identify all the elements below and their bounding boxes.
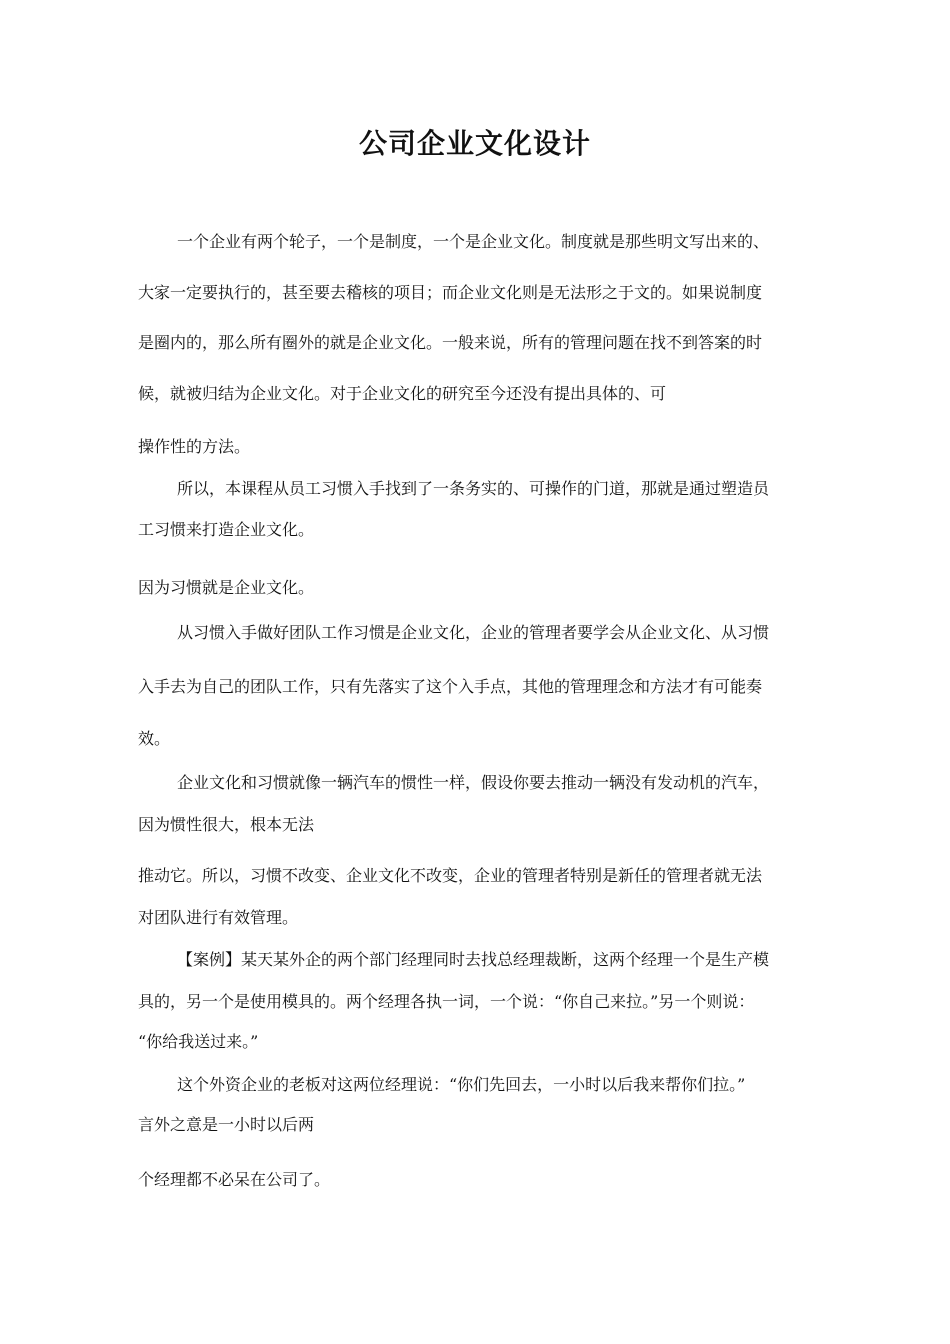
paragraph-line: 是圈内的，那么所有圈外的就是企业文化。一般来说，所有的管理问题在找不到答案的时 (138, 333, 763, 352)
paragraph-line: 候，就被归结为企业文化。对于企业文化的研究至今还没有提出具体的、可 (138, 384, 667, 403)
paragraph-line: “你给我送过来。” (138, 1032, 259, 1051)
paragraph-line: 这个外资企业的老板对这两位经理说：“你们先回去，一小时以后我来帮你们拉。” (177, 1075, 746, 1094)
paragraph-line: 因为惯性很大，根本无法 (138, 815, 315, 834)
paragraph-line: 效。 (138, 729, 171, 748)
paragraph-line: 工习惯来打造企业文化。 (138, 520, 315, 539)
paragraph-line: 对团队进行有效管理。 (138, 908, 299, 927)
paragraph-line: 言外之意是一小时以后两 (138, 1115, 315, 1134)
paragraph-line: 一个企业有两个轮子，一个是制度，一个是企业文化。制度就是那些明文写出来的、 (177, 232, 770, 251)
paragraph-line: 操作性的方法。 (138, 437, 251, 456)
paragraph-line: 因为习惯就是企业文化。 (138, 578, 315, 597)
paragraph-line: 大家一定要执行的，甚至要去稽核的项目；而企业文化则是无法形之于文的。如果说制度 (138, 283, 763, 302)
paragraph-line: 具的，另一个是使用模具的。两个经理各执一词，一个说：“你自己来拉。”另一个则说： (138, 992, 755, 1011)
paragraph-line: 推动它。所以，习惯不改变、企业文化不改变，企业的管理者特别是新任的管理者就无法 (138, 866, 763, 885)
paragraph-line: 从习惯入手做好团队工作习惯是企业文化，企业的管理者要学会从企业文化、从习惯 (177, 623, 770, 642)
paragraph-line: 企业文化和习惯就像一辆汽车的惯性一样，假设你要去推动一辆没有发动机的汽车， (177, 773, 770, 792)
paragraph-line: 【案例】某天某外企的两个部门经理同时去找总经理裁断，这两个经理一个是生产模 (177, 950, 770, 969)
paragraph-line: 所以，本课程从员工习惯入手找到了一条务实的、可操作的门道，那就是通过塑造员 (177, 479, 770, 498)
document-title: 公司企业文化设计 (358, 127, 591, 160)
paragraph-line: 个经理都不必呆在公司了。 (138, 1170, 331, 1189)
paragraph-line: 入手去为自己的团队工作，只有先落实了这个入手点，其他的管理理念和方法才有可能奏 (138, 677, 763, 696)
